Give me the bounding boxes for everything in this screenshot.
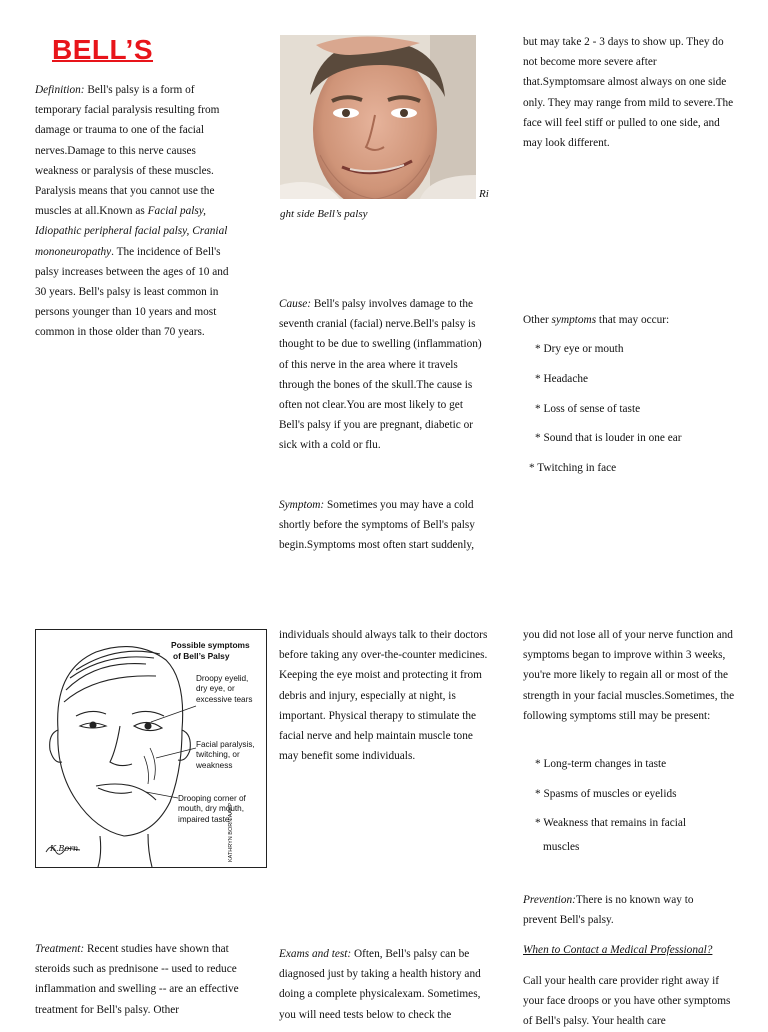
prevention-text: There is no known way to prevent Bell's palsy. xyxy=(523,894,694,927)
diagram-title-line: of Bell’s Palsy xyxy=(173,651,230,661)
symptom-continuation-paragraph: but may take 2 - 3 days to show up. They do not become more severe after that.Symptomsare almost always on one side only. They may range from mild to severe.The face will feel stiff or pulled to one side, and may look different. xyxy=(523,36,734,150)
other-symptom-item: * Sound that is louder in one ear xyxy=(535,432,682,444)
contact-paragraph: Call your health care provider right away if your face droops or you have other symptoms of Bell's palsy. Your health care xyxy=(523,975,731,1028)
lasting-symptom-item: * Weakness that remains in facial xyxy=(535,817,687,829)
diagram-label-line: Droopy eyelid, xyxy=(196,674,249,683)
definition-label: Definition: xyxy=(35,84,85,96)
treatment-label: Treatment: xyxy=(35,943,85,955)
diagram-label-eyelid xyxy=(196,674,252,705)
prevention-paragraph xyxy=(523,890,723,930)
other-symptoms-italic: symptoms xyxy=(551,314,597,326)
other-symptoms-intro xyxy=(523,310,739,330)
diagram-label-line: weakness xyxy=(196,760,233,770)
photo-caption-part1: Ri xyxy=(479,188,489,200)
photo-caption xyxy=(280,188,490,228)
definition-text-b: . The incidence of Bell's palsy increases between the ages of 10 and 30 years. Bell's palsy is least common in persons younger than 10 years and most common in those older than 70 years. xyxy=(35,245,229,339)
diagram-label-line: twitching, or xyxy=(196,750,240,760)
diagram-title-line: Possible symptoms xyxy=(171,640,250,650)
other-symptoms-text-b: that may occur: xyxy=(596,314,670,326)
cause-label: Cause: xyxy=(279,298,312,310)
diagram-label-paralysis xyxy=(196,740,255,771)
symptom-paragraph xyxy=(279,495,487,556)
cause-paragraph xyxy=(279,294,491,456)
prevention-label: Prevention: xyxy=(523,894,576,906)
diagram-signature: K.Born xyxy=(50,844,79,853)
exams-label: Exams and test: xyxy=(279,948,352,960)
diagram-label-line: dry eye, or xyxy=(196,684,235,694)
contact-heading: When to Contact a Medical Professional? xyxy=(523,944,713,956)
other-symptom-item: * Dry eye or mouth xyxy=(535,343,624,355)
exams-text: Often, Bell's palsy can be diagnosed just by taking a health history and doing a complete physicalexam. Sometimes, you will need tests below to check the xyxy=(279,948,481,1021)
diagram-label-line: Facial paralysis, xyxy=(196,740,255,749)
other-symptom-item: * Headache xyxy=(535,373,588,385)
lasting-symptom-item: * Spasms of muscles or eyelids xyxy=(535,788,677,800)
diagram-credit: KATHRYN BORN/AAFP xyxy=(228,802,234,862)
other-symptom-item: * Loss of sense of taste xyxy=(535,403,641,415)
document-title: BELL’S xyxy=(52,34,154,65)
bells-palsy-diagram xyxy=(35,629,267,868)
symptom-text: Sometimes you may have a cold shortly before the symptoms of Bell's palsy begin.Symptoms most often start suddenly, xyxy=(279,499,475,552)
definition-paragraph xyxy=(35,80,231,343)
cause-text: Bell's palsy involves damage to the seventh cranial (facial) nerve.Bell's palsy is thought to be due to swelling (inflammation) of this nerve in the area where it travels through the bones of the skull.The cause is often not clear.You are most likely to get Bell's palsy if you are pregnant, diabetic or sick with a cold or flu. xyxy=(279,298,482,452)
diagram-title xyxy=(171,640,250,662)
treatment-paragraph xyxy=(35,939,245,1020)
patient-photo xyxy=(280,35,476,199)
lasting-symptom-item: * Long-term changes in taste xyxy=(535,758,667,770)
diagram-label-mouth xyxy=(178,794,246,825)
symptom-label: Symptom: xyxy=(279,499,325,511)
recovery-paragraph: you did not lose all of your nerve function and symptoms began to improve within 3 weeks, you're more likely to regain all or most of the strength in your facial muscles.Sometimes, the following symptoms still may be present: xyxy=(523,629,735,722)
treatment-continuation-paragraph: individuals should always talk to their doctors before taking any over-the-counter medicines. Keeping the eye moist and protecting it from debris and injury, especially at night, is important. Physical therapy to stimulate the facial nerve and help maintain muscle tone may benefit some individuals. xyxy=(279,629,488,763)
exams-paragraph xyxy=(279,944,491,1025)
definition-aliases: Facial palsy, Idiopathic peripheral facial palsy, Cranial mononeuropathy xyxy=(35,205,228,258)
diagram-label-line: excessive tears xyxy=(196,694,253,704)
definition-text-a: Bell's palsy is a form of temporary facial paralysis resulting from damage or trauma to one of the facial nerves.Damage to this nerve causes weakness or paralysis of these muscles. Paralysis means that you cannot use the muscles at all.Known as xyxy=(35,84,220,218)
diagram-label-line: Drooping corner of xyxy=(178,794,246,803)
diagram-label-line: mouth, dry mouth, xyxy=(178,804,244,814)
other-symptom-item: * Twitching in face xyxy=(529,462,617,474)
lasting-symptom-continuation: muscles xyxy=(543,841,580,853)
other-symptoms-text-a: Other xyxy=(523,314,552,326)
photo-caption-part2: ght side Bell’s palsy xyxy=(280,208,368,220)
treatment-text: Recent studies have shown that steroids such as prednisone -- used to reduce inflammation and swelling -- are an effective treatment for Bell's palsy. Other xyxy=(35,943,239,1016)
diagram-label-line: impaired taste xyxy=(178,814,230,824)
